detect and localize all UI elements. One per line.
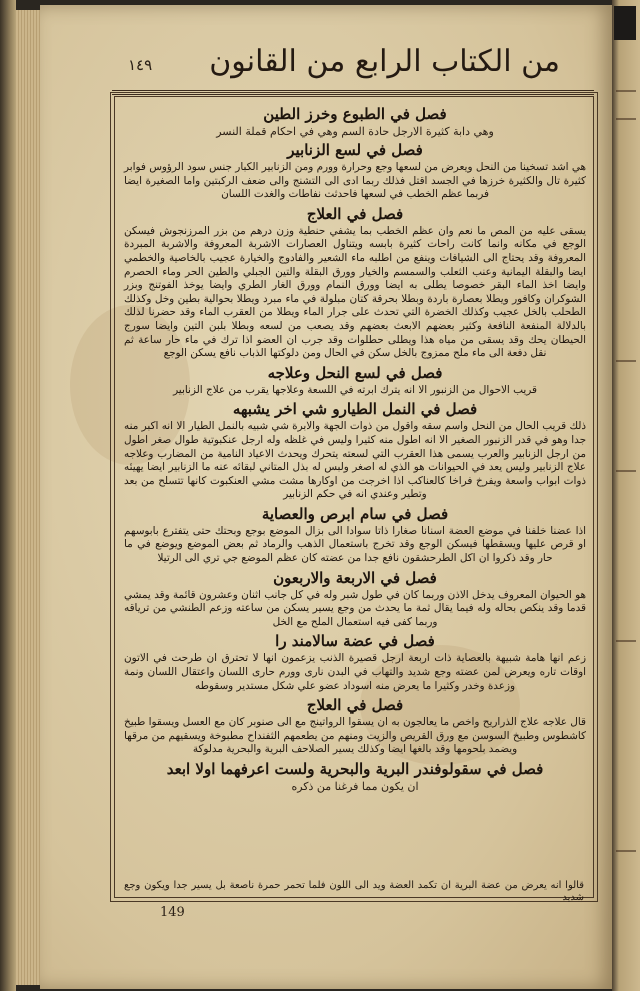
- section-heading: فصل في النمل الطيارو شي اخر يشبهه: [232, 400, 478, 419]
- adjacent-page-edge: [612, 0, 640, 991]
- chapter-section: [124, 760, 586, 793]
- margin-note: [616, 118, 636, 120]
- chapter-section: [124, 205, 586, 361]
- margin-note: [616, 640, 636, 642]
- footer-text: قالوا انه يعرض من عضة البرية ان تكمد العضة ويد الى اللون فلما تحمر حمرة ناصعة بل يسير جدا ويكون وجع شديد: [124, 880, 584, 903]
- section-heading: فصل في عضة سالامند را: [275, 632, 435, 651]
- section-heading: فصل في لسع النحل وعلاجه: [267, 363, 443, 382]
- section-paragraph: زعم انها هامة شبيهة بالعصاية ذات اربعة ارجل قصيرة الذنب يزعمون انها لا تحترق ان طرحت في الاتون اوقات تاره ويعرض لمن عضته وجع شديد والتهاب في البدن نارى وورم حارى اللسان واعتقال اللسان ونمة وزعدة وخدر وكثيرا ما يعرض منه اسوداد عضو علي شكل مستدير وسقوطه: [124, 652, 586, 692]
- section-heading: فصل في الاربعة والاربعون: [273, 568, 437, 587]
- section-paragraph: قريب الاحوال من الزنبور الا انه يترك ابرته في اللسعة وعلاجها يقرب من علاج الزنابير: [173, 383, 537, 396]
- text-body: [124, 102, 586, 894]
- chapter-section: [124, 696, 586, 757]
- section-paragraph: يسقى عليه من المص ما نعم وان عظم الخطب بما يشفي حنطية وزن درهم من بزر المرزنجوش فيسكن الوجع في مكانه وانما كانت راحات كثيرة بابسه ويتناول العصارات الاشربة المعروفة والاشربة المبردة المعروفة وقد يحتاج الى الشيافات وينفع من اطلبه ماء الشعير والفادوج والخيارة عجيب بالخاصية والخطمي ايضا والبقلة اليمانية وعنب الثعلب والسمسم والخيار وورق البقلة والتين الجبلي والطين الحر وماء الحصرم وايضا اخذ الماء البقر خصوصا يطلى به ايضا وورق النمام وورق الغار الطري وايضا يوخذ الفوتنج وبزر الشوكران وكافور ويطلا بعصارة باردة وبطلا بحرقة كتان مبلولة في ماء مبرد ويطلا بحوالية بطين وخل وكذلك الطحلب بالخل عجيب وكذلك الخضرة التي تحدث على جرار الماء ويطلا من العقرب الماء وقد حضرنا لذلك بالدلالة المنفعة النافعة وكثير بعضهم الابعث بعضهم وقد يصعب من لسعه وبطلا بلبن التين وايضا سورج الحيطان يحك وقد يسقى من مياه هذا ويطلى حطلوات وقد جرب ان العضو اذا ترك في ماء حار ساعة ثم نقل دفعة الى ماء ملح ممزوج بالخل سكن في الحال ومن دلوكتها الذباب نافع يسكن الوجع: [124, 224, 586, 360]
- page-number-arabic: ١٤٩: [128, 56, 153, 74]
- chapter-section: [124, 141, 586, 202]
- chapter-section: [124, 569, 586, 630]
- margin-note: [616, 850, 636, 852]
- section-paragraph: قال علاجه علاج الذراريح واخص ما يعالجون به ان يسقوا الرواتينج مع الى صنوبر كان مع العسل ويسقوا طبيخ كاشطوس وطبيخ السوسن مع ورق القريص والزيت ومنهم من يطعمهم الثفنداح مطبوخة ويسقيهم من مرقها ويضمد بلحومها وقد بالغها ايضا وكذلك يسير الصلاحف البرية والبحرية مدلوكة: [124, 716, 586, 756]
- section-subheading: ان يكون مما فرغنا من ذكره: [291, 780, 419, 793]
- section-heading: فصل في الطبوع وخرز الطين: [263, 105, 447, 123]
- chapter-section: [124, 364, 586, 398]
- margin-note: [616, 90, 636, 92]
- margin-note: [616, 470, 636, 472]
- chapter-section: [124, 505, 586, 566]
- section-heading: فصل في لسع الزنابير: [287, 141, 423, 159]
- section-heading: فصل في العلاج: [306, 204, 404, 223]
- section-paragraph: هي اشد تسخينا من النحل ويعرض من لسعها وجع وحرارة وورم ومن الزنابير الكبار جنس سود الرؤوس فوابر كثيرة تال والكثيرة خرزها في الجسد اقتل فذلك ربما ادى الى التشنج والى ضعف الركبتين واما الصغيرة ايضا فربما عظم الخطب في لسعها فاحدثت نفاطات والغدت اللسان: [124, 161, 586, 201]
- book-spine-edge: [0, 0, 16, 991]
- page-tab: [614, 6, 636, 40]
- folio-number: 149: [160, 905, 185, 920]
- chapter-section: [124, 632, 586, 693]
- chapter-section: [124, 105, 586, 138]
- margin-note: [616, 360, 636, 362]
- section-heading: فصل في العلاج: [306, 696, 404, 715]
- section-paragraph: اذا عضنا خلفنا في موضع العضة اسنانا صغارا ذاتا سوادا الى بزال الموضع بوجع وبحتك حتى يتفترع بابوسهم او قرص عليها ويسقطها فيسكن الوجع وقد تخرج باستعمال الذهب والرماد ثم بعض الموضع ويوضع في ما حار وقد ذكروا ان اكل الطرحشقون نافع جدا من عضته كان عظم الموضع جي تري الى الرتيلا: [124, 524, 586, 565]
- section-paragraph: ذلك قريب الحال من النحل واسم سقه واقول من ذوات الجهة والابرة شي شبيه بالنمل الطيار الا انه اكبر منه جدا وهو في قدر الزنبور الصغير الا انه اطول منه كثيرا وليس في غلظه وله ارجل عنكبوتية طوال صغر اطول من ارجل الزنابير والعرب يسمى هذا العقرب التي لسعته يتحرك ويحدث الاعياد النامية من المضارب وعلاجه علاج الزنابير وليس يعد في الحيوانات هو الذي له اصغر ولبس له بذل المتاني لبقائه عنه ما الزنابير ايضا يهيئه ذوات ابواب واسعة ويفرخ فراخا كالعناكب اذا اخرجت من اوكارها مشت مشي العنكبوت كانها تتسلح من بعد وتطير وعندي انه في حكم الزنابير: [124, 420, 586, 501]
- section-heading: فصل في سام ابرص والعصاية: [261, 504, 449, 523]
- section-paragraph: هو الحيوان المعروف يدخل الاذن وربما كان في طول شبر وله في كل جانب اثنان وعشرون قائمة وقد يمشي قدما وقد ينكص بحاله وله فيما يقال ثمة ما يحدث من وجع يسير يسكن من ساعته وزعم الطنشي من ترياقه وربما كفى فيه استعمال الملح مع الخل: [124, 588, 586, 628]
- header-rule: [112, 90, 594, 95]
- page-header: [90, 38, 590, 88]
- chapter-section: [124, 400, 586, 502]
- section-heading: فصل في سقولوفندر البرية والبحرية ولست اعرفهما اولا ابعد: [166, 760, 544, 778]
- running-title: من الكتاب الرابع من القانون: [209, 44, 560, 79]
- section-subheading: وهي دابة كثيرة الارجل حادة السم وهي في احكام قملة النسر: [216, 125, 494, 138]
